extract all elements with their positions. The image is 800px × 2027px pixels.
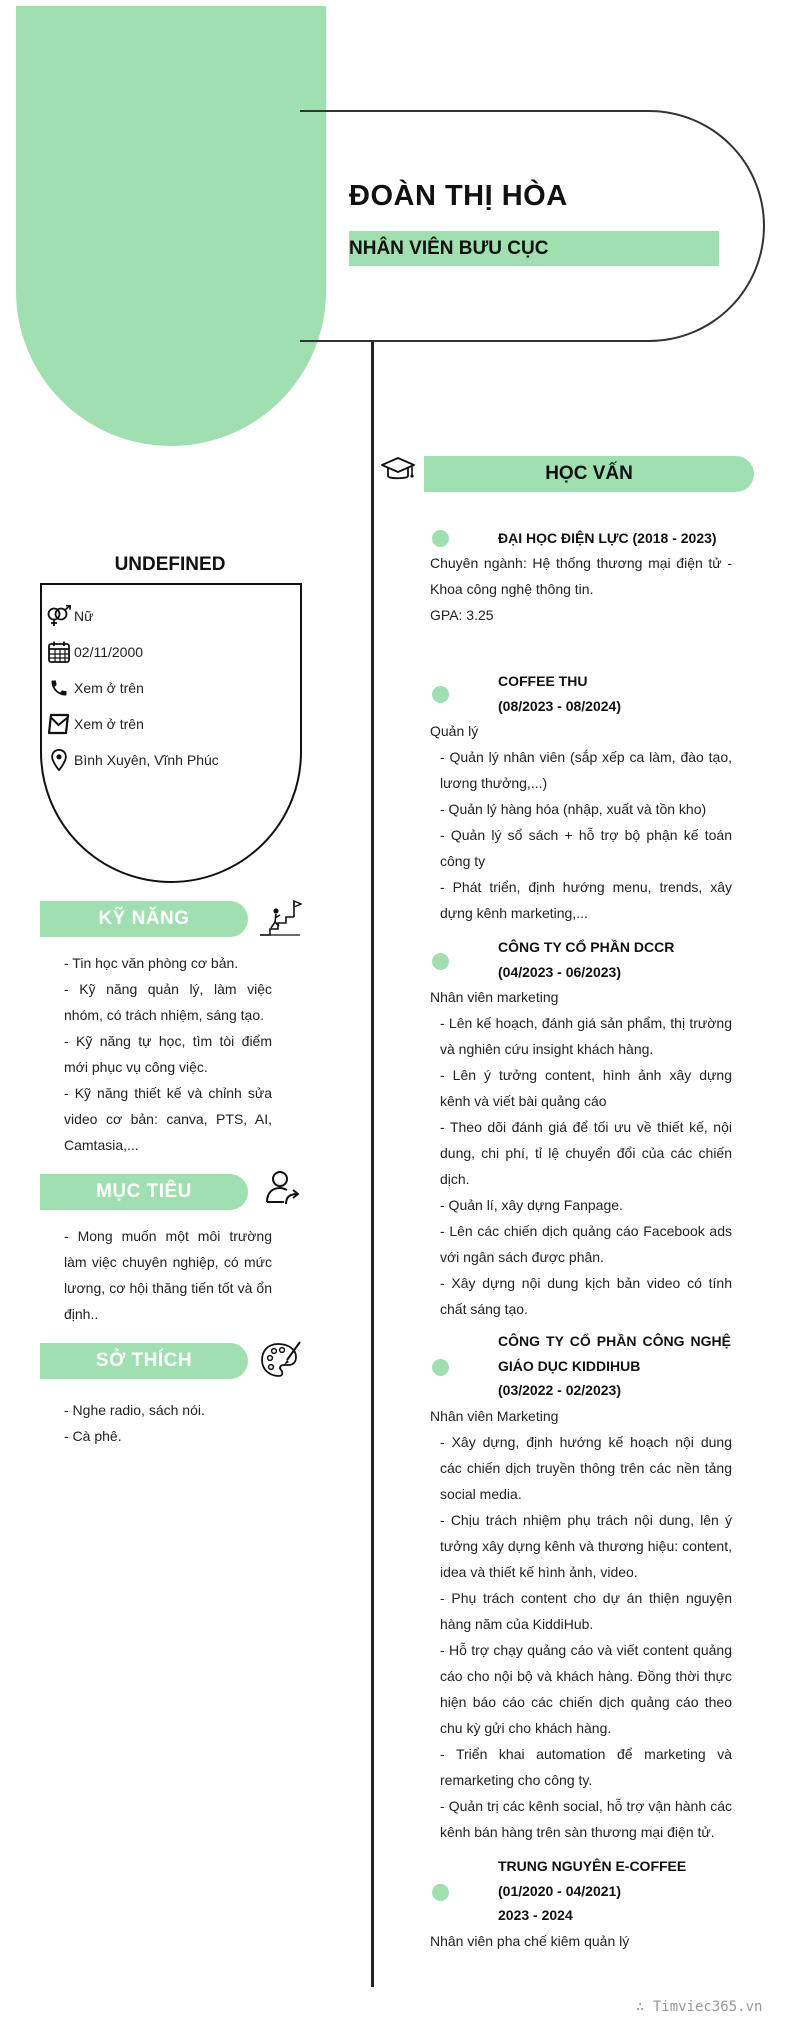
- avatar-placeholder: [16, 6, 326, 446]
- experience-company: CÔNG TY CỔ PHẦN CÔNG NGHỆ GIÁO DỤC KIDDIHUB: [498, 1333, 731, 1374]
- education-details: [430, 550, 732, 628]
- experience-duty: - Phụ trách content cho dự án thiện nguyện hàng năm của KiddiHub.: [440, 1590, 732, 1632]
- watermark: ∴ Timviec365.vn: [636, 1999, 763, 2015]
- timeline-dot: [432, 1884, 449, 1901]
- experience-heading: [498, 1854, 731, 1928]
- experience-details: [430, 718, 732, 926]
- palette-icon: [260, 1340, 304, 1384]
- experience-company: TRUNG NGUYÊN E-COFFEE: [498, 1858, 687, 1874]
- experience-company: CÔNG TY CỔ PHẦN DCCR: [498, 939, 675, 955]
- experience-duty: - Quản trị các kênh social, hỗ trợ vận hành các kênh bán hàng trên sàn thương mại điện tử.: [440, 1798, 732, 1840]
- experience-duty: - Chịu trách nhiệm phụ trách nội dung, lên ý tưởng xây dựng kênh và thương hiệu: content, idea và thiết kế hình ảnh, video.: [440, 1512, 732, 1580]
- experience-duty: - Lên ý tưởng content, hình ảnh xây dựng kênh và viết bài quảng cáo: [440, 1067, 732, 1109]
- education-school: ĐẠI HỌC ĐIỆN LỰC (2018 - 2023): [498, 530, 717, 546]
- experience-duty: - Lên kế hoạch, đánh giá sản phẩm, thị trường và nghiên cứu insight khách hàng.: [440, 1015, 732, 1057]
- experience-details: [430, 1403, 732, 1845]
- experience-duty: - Quản lý hàng hóa (nhập, xuất và tồn kho): [440, 801, 707, 817]
- experience-heading: [498, 1329, 731, 1403]
- contact-address-text: Bình Xuyên, Vĩnh Phúc: [74, 752, 219, 768]
- experience-duty: - Theo dõi đánh giá để tối ưu về thiết kế, nội dung, chi phí, tỉ lệ chuyển đổi của các chiến dịch.: [440, 1119, 732, 1187]
- candidate-name: ĐOÀN THỊ HÒA: [349, 180, 568, 212]
- contact-phone: [46, 675, 144, 701]
- skill-item: - Kỹ năng tự học, tìm tòi điểm mới phục vụ công việc.: [64, 1033, 272, 1075]
- education-line: Chuyên ngành: Hệ thống thương mại điện tử - Khoa công nghệ thông tin.: [430, 555, 732, 597]
- experience-duty: - Xây dựng nội dung kịch bản video có tính chất sáng tạo.: [440, 1275, 732, 1317]
- experience-company: COFFEE THU: [498, 673, 588, 689]
- location-pin-icon: [46, 747, 72, 773]
- skill-item: - Kỹ năng thiết kế và chỉnh sửa video cơ bản: canva, PTS, AI, Camtasia,...: [64, 1085, 272, 1153]
- skill-item: - Tin học văn phòng cơ bản.: [64, 955, 239, 971]
- contact-gender-text: Nữ: [74, 608, 94, 624]
- hobby-item: - Nghe radio, sách nói.: [64, 1402, 205, 1418]
- experience-duty: - Phát triển, định hướng menu, trends, xây dựng kênh marketing,...: [440, 879, 732, 921]
- objective-heading: MỤC TIÊU: [40, 1174, 248, 1210]
- experience-role: Nhân viên marketing: [430, 989, 559, 1005]
- experience-period: (04/2023 - 06/2023): [498, 963, 621, 980]
- experience-role: Quản lý: [430, 723, 479, 739]
- job-title: NHÂN VIÊN BƯU CỤC: [349, 231, 719, 266]
- hobbies-heading: SỞ THÍCH: [40, 1343, 248, 1379]
- experience-details: [430, 1928, 732, 1954]
- timeline-dot: [432, 530, 449, 547]
- user-arrow-icon: [264, 1168, 308, 1212]
- contact-email-text: Xem ở trên: [74, 716, 144, 732]
- contact-phone-text: Xem ở trên: [74, 680, 144, 696]
- experience-period: (08/2023 - 08/2024): [498, 697, 621, 714]
- experience-duty: - Lên các chiến dịch quảng cáo Facebook ads với ngân sách được phân.: [440, 1223, 732, 1265]
- experience-duty: - Quản lí, xây dựng Fanpage.: [440, 1197, 623, 1213]
- contact-gender: [46, 603, 93, 629]
- experience-heading: [498, 669, 731, 718]
- contact-address: [46, 747, 219, 773]
- experience-duty: - Hỗ trợ chạy quảng cáo và viết content quảng cáo cho nội bộ và khách hàng. Đồng thời thực hiện báo cáo các chiến dịch quảng cáo theo chu kỳ gửi cho khách hàng.: [440, 1642, 732, 1736]
- experience-duty: - Quản lý sổ sách + hỗ trợ bộ phận kế toán công ty: [440, 827, 732, 869]
- email-icon: [46, 711, 72, 737]
- skills-list: [64, 950, 272, 1158]
- experience-role: Nhân viên pha chế kiêm quản lý: [430, 1933, 630, 1949]
- experience-extra: 2023 - 2024: [498, 1907, 573, 1923]
- education-line: GPA: 3.25: [430, 607, 494, 623]
- timeline-line: [371, 342, 374, 1987]
- contact-birthday-text: 02/11/2000: [74, 644, 144, 660]
- hobbies-list: [64, 1397, 272, 1449]
- objective-text: - Mong muốn một môi trường làm việc chuyên nghiệp, có mức lương, cơ hội thăng tiến tốt và ổn định..: [64, 1228, 272, 1322]
- timeline-dot: [432, 1359, 449, 1376]
- contact-title: UNDEFINED: [114, 554, 226, 575]
- experience-duty: - Xây dựng, định hướng kế hoạch nội dung các chiến dịch truyền thông trên các nền tảng social media.: [440, 1434, 732, 1502]
- education-heading: HỌC VẤN: [424, 456, 754, 492]
- experience-period: (03/2022 - 02/2023): [498, 1382, 621, 1398]
- calendar-icon: [46, 639, 72, 665]
- graduation-cap-icon: [380, 455, 416, 491]
- experience-duty: - Quản lý nhân viên (sắp xếp ca làm, đào tạo, lương thưởng,...): [440, 749, 732, 791]
- experience-period: (01/2020 - 04/2021): [498, 1882, 621, 1899]
- name-card-frame: [300, 110, 765, 342]
- experience-duty: - Triển khai automation để marketing và remarketing cho công ty.: [440, 1746, 732, 1788]
- skill-item: - Kỹ năng quản lý, làm việc nhóm, có trách nhiệm, sáng tạo.: [64, 981, 272, 1023]
- phone-icon: [46, 675, 72, 701]
- experience-heading: [498, 935, 731, 984]
- hobby-item: - Cà phê.: [64, 1428, 122, 1444]
- gender-icon: [46, 603, 72, 629]
- contact-birthday: [46, 639, 143, 665]
- stairs-goal-icon: [258, 897, 302, 941]
- experience-details: [430, 984, 732, 1322]
- timeline-dot: [432, 953, 449, 970]
- contact-email: [46, 711, 144, 737]
- skills-heading: KỸ NĂNG: [40, 901, 248, 937]
- experience-role: Nhân viên Marketing: [430, 1408, 559, 1424]
- timeline-dot: [432, 686, 449, 703]
